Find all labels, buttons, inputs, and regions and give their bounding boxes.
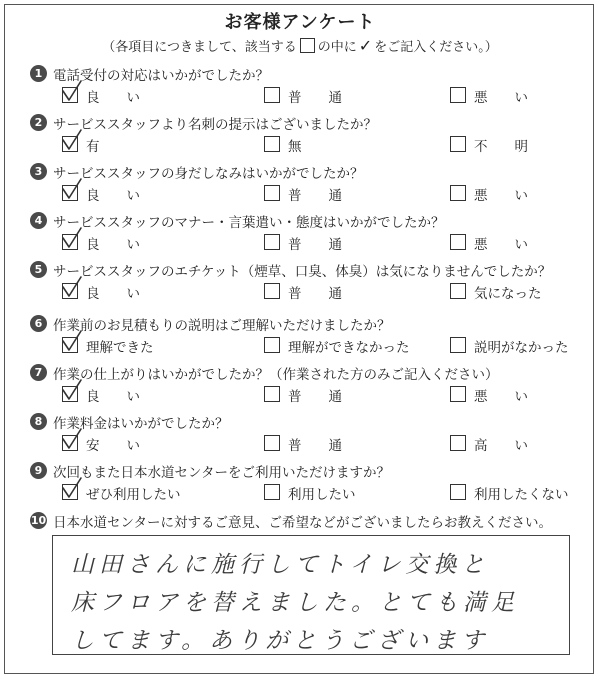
option-label: 悪 い (474, 188, 528, 204)
question-text-5: サービススタッフのエチケット（煙草、口臭、体臭）は気になりませんでしたか？ (53, 264, 552, 280)
checkbox[interactable] (450, 234, 466, 250)
checkbox[interactable] (450, 87, 466, 103)
checkbox[interactable] (264, 484, 280, 500)
question-number-5: 5 (30, 261, 47, 278)
checkbox[interactable] (264, 386, 280, 402)
checkbox[interactable] (450, 386, 466, 402)
option-label: 気になった (474, 286, 542, 302)
checkbox[interactable] (62, 136, 78, 152)
option-label: 利用したい (288, 487, 356, 503)
checkmark-sample-icon: ✓ (358, 36, 373, 55)
question-text-1: 電話受付の対応はいかがでしたか？ (53, 68, 269, 84)
option-label: 悪 い (474, 90, 528, 106)
checkbox[interactable] (62, 87, 78, 103)
checkbox[interactable] (450, 435, 466, 451)
option-label: 有 (86, 139, 100, 155)
checkbox-sample-icon (300, 38, 315, 53)
option-label: 不 明 (474, 139, 528, 155)
question-number-1: 1 (30, 65, 47, 82)
instructions-text-middle: の中に (317, 40, 357, 55)
checkbox[interactable] (62, 283, 78, 299)
checkbox[interactable] (62, 386, 78, 402)
checkbox[interactable] (264, 435, 280, 451)
option-label: 良 い (86, 90, 140, 106)
checkbox[interactable] (62, 435, 78, 451)
question-text-6: 作業前のお見積もりの説明はご理解いただけましたか？ (53, 318, 391, 334)
comment-line: 山田さんに施行してトイレ交換と (71, 552, 490, 578)
option-label: 悪 い (474, 237, 528, 253)
checkbox[interactable] (62, 337, 78, 353)
option-label: 無 (288, 139, 302, 155)
instructions (0, 36, 600, 55)
option-label: 高 い (474, 438, 528, 454)
instructions-text-before: （各項目につきまして、該当する (102, 40, 297, 55)
checkbox[interactable] (450, 136, 466, 152)
checkbox[interactable] (264, 337, 280, 353)
option-label: 悪 い (474, 389, 528, 405)
question-text-2: サービススタッフより名刺の提示はございましたか？ (53, 117, 377, 133)
option-label: 良 い (86, 389, 140, 405)
question-number-4: 4 (30, 212, 47, 229)
option-label: 利用したくない (474, 487, 569, 503)
option-label: 良 い (86, 286, 140, 302)
checkbox[interactable] (450, 484, 466, 500)
checkbox[interactable] (62, 185, 78, 201)
option-label: ぜひ利用したい (86, 487, 181, 503)
option-label: 普 通 (288, 188, 342, 204)
option-label: 普 通 (288, 389, 342, 405)
comment-line: してます。ありがとうございます (71, 628, 490, 654)
comment-box[interactable] (52, 535, 570, 655)
checkbox[interactable] (450, 337, 466, 353)
question-number-10: 10 (30, 514, 47, 527)
page-title: お客様アンケート (224, 12, 376, 33)
option-label: 安 い (86, 438, 140, 454)
option-label: 良 い (86, 188, 140, 204)
question-text-3: サービススタッフの身だしなみはいかがでしたか？ (53, 166, 364, 182)
checkbox[interactable] (62, 234, 78, 250)
question-text-9: 次回もまた日本水道センターをご利用いただけますか？ (53, 465, 390, 481)
option-label: 普 通 (288, 286, 342, 302)
question-text-8: 作業料金はいかがでしたか？ (53, 416, 229, 432)
checkbox[interactable] (264, 234, 280, 250)
question-number-3: 3 (30, 163, 47, 180)
comment-line: 床フロアを替えました。とても満足 (71, 590, 519, 616)
question-text-7: 作業の仕上がりはいかがでしたか？（作業された方のみご記入ください） (53, 367, 499, 383)
question-number-6: 6 (30, 315, 47, 332)
question-text-4: サービススタッフのマナー・言葉遣い・態度はいかがでしたか？ (53, 215, 445, 231)
checkbox[interactable] (264, 136, 280, 152)
question-number-7: 7 (30, 364, 47, 381)
checkbox[interactable] (264, 185, 280, 201)
checkbox[interactable] (264, 87, 280, 103)
option-label: 普 通 (288, 237, 342, 253)
question-number-9: 9 (30, 462, 47, 479)
question-number-2: 2 (30, 114, 47, 131)
option-label: 理解ができなかった (288, 340, 410, 356)
checkbox[interactable] (62, 484, 78, 500)
question-text-10: 日本水道センターに対するご意見、ご希望などがございましたらお教えください。 (53, 515, 552, 531)
option-label: 普 通 (288, 90, 342, 106)
option-label: 普 通 (288, 438, 342, 454)
checkbox[interactable] (450, 185, 466, 201)
checkbox[interactable] (450, 283, 466, 299)
checkbox[interactable] (264, 283, 280, 299)
question-number-8: 8 (30, 413, 47, 430)
option-label: 説明がなかった (474, 340, 569, 356)
option-label: 良 い (86, 237, 140, 253)
option-label: 理解できた (86, 340, 154, 356)
instructions-text-after: をご記入ください。） (374, 40, 498, 55)
